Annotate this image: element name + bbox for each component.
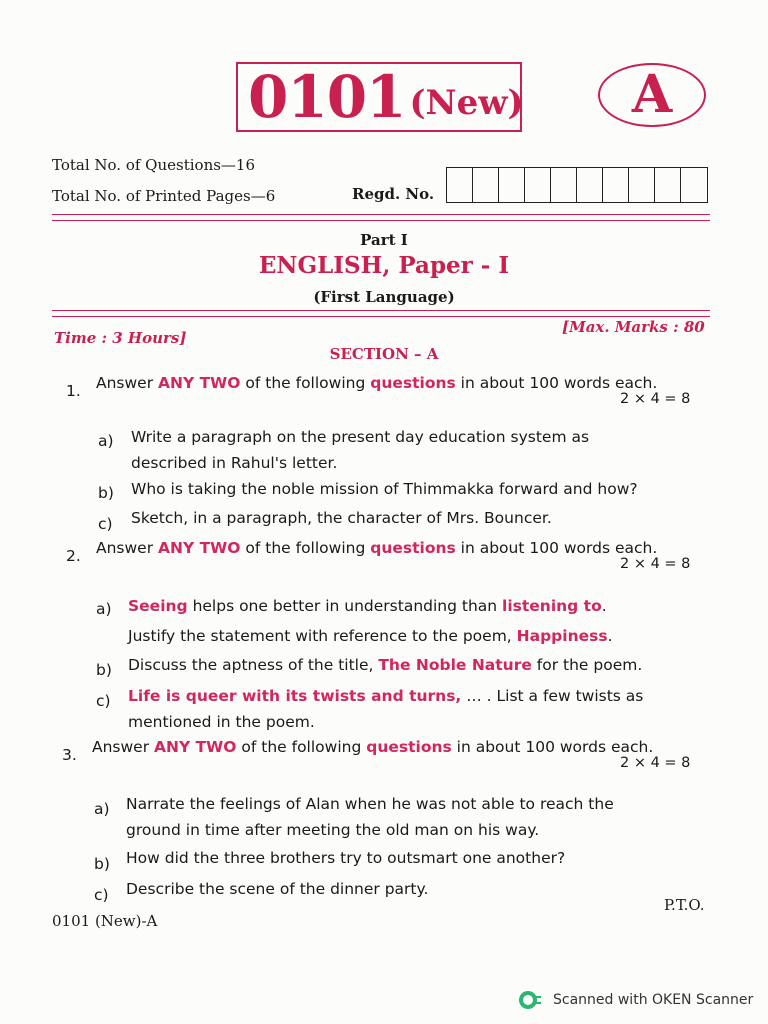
option-text: Write a paragraph on the present day education system as described in Rahul's letter. — [131, 428, 590, 472]
option-letter: a) — [96, 600, 112, 618]
pto-label: P.T.O. — [664, 896, 705, 914]
language-label: (First Language) — [313, 288, 455, 306]
question-number: 3. — [62, 746, 77, 764]
option-letter: b) — [94, 855, 110, 873]
option-letter: c) — [98, 515, 113, 533]
regd-digit-box[interactable] — [473, 168, 499, 202]
option-text: Narrate the feelings of Alan when he was not able to reach the ground in time after meeting the old man on his way. — [126, 795, 614, 839]
regd-digit-box[interactable] — [577, 168, 603, 202]
regd-number-boxes[interactable] — [446, 167, 708, 203]
regd-digit-box[interactable] — [655, 168, 681, 202]
total-questions: Total No. of Questions—16 — [52, 156, 256, 174]
divider — [52, 310, 710, 311]
option-letter: c) — [94, 886, 109, 904]
regd-digit-box[interactable] — [447, 168, 473, 202]
question-score: 2 × 4 = 8 — [620, 391, 691, 407]
regd-digit-box[interactable] — [499, 168, 525, 202]
set-letter: A — [631, 64, 673, 125]
option-text: Sketch, in a paragraph, the character of Mrs. Bouncer. — [131, 509, 552, 527]
option-text: How did the three brothers try to outsmart one another? — [126, 849, 566, 867]
footer-paper-code: 0101 (New)-A — [52, 912, 158, 930]
option-letter: a) — [94, 800, 110, 818]
question-prompt: Answer ANY TWO of the following questions in about 100 words each. — [92, 738, 654, 756]
regd-digit-box[interactable] — [681, 168, 707, 202]
regd-label: Regd. No. — [352, 185, 435, 203]
paper-code-box — [236, 62, 522, 132]
option-text: Who is taking the noble mission of Thimmakka forward and how? — [131, 480, 638, 498]
question-prompt: Answer ANY TWO of the following questions in about 100 words each. — [96, 539, 658, 557]
regd-digit-box[interactable] — [629, 168, 655, 202]
time-label: Time : 3 Hours] — [54, 329, 187, 347]
oken-logo-icon — [519, 990, 543, 1010]
regd-digit-box[interactable] — [603, 168, 629, 202]
regd-digit-box[interactable] — [551, 168, 577, 202]
paper-code-suffix: (New) — [409, 83, 524, 123]
section-heading: SECTION – A — [329, 345, 439, 363]
divider — [52, 220, 710, 221]
subject-title: ENGLISH, Paper - I — [258, 252, 510, 279]
divider — [52, 214, 710, 215]
paper-code: 0101 — [248, 63, 406, 131]
option-letter: a) — [98, 432, 114, 450]
printed-pages: Total No. of Printed Pages—6 — [52, 187, 276, 205]
question-prompt: Answer ANY TWO of the following questions in about 100 words each. — [96, 374, 658, 392]
set-badge — [598, 63, 706, 127]
option-letter: b) — [96, 661, 112, 679]
option-text: Describe the scene of the dinner party. — [126, 880, 429, 898]
option-text: Discuss the aptness of the title, The Noble Nature for the poem. — [128, 656, 643, 674]
option-text: Seeing helps one better in understanding than listening to. Justify the statement with reference to the poem, Happiness. — [128, 597, 613, 645]
regd-digit-box[interactable] — [525, 168, 551, 202]
scanner-text: Scanned with OKEN Scanner — [553, 992, 754, 1008]
option-letter: b) — [98, 484, 114, 502]
question-score: 2 × 4 = 8 — [620, 755, 691, 771]
part-label: Part I — [360, 231, 408, 249]
max-marks-label: [Max. Marks : 80 — [562, 318, 705, 336]
question-number: 2. — [66, 547, 81, 565]
option-letter: c) — [96, 692, 111, 710]
divider — [52, 316, 710, 317]
option-text: Life is queer with its twists and turns, … . List a few twists as mentioned in the poem. — [128, 687, 644, 731]
scanner-watermark — [519, 990, 753, 1010]
question-number: 1. — [66, 382, 81, 400]
question-score: 2 × 4 = 8 — [620, 556, 691, 572]
